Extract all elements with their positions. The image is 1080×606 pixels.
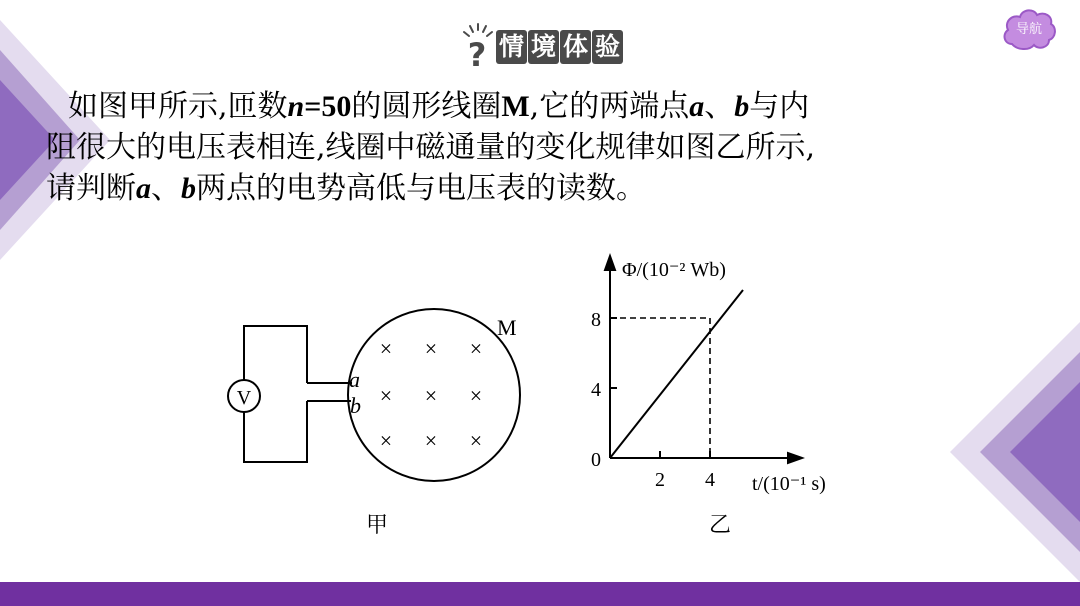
- y-axis-label: Φ/(10⁻² Wb): [622, 259, 726, 281]
- text-run: 、: [704, 89, 735, 124]
- section-title-char: 情: [496, 30, 527, 64]
- coil-label: M: [497, 315, 517, 340]
- section-title-char: 验: [592, 30, 623, 64]
- y-axis-arrow: [605, 256, 615, 270]
- text-run: 的圆形线圈: [351, 89, 502, 124]
- field-cross: ×: [424, 428, 438, 453]
- field-cross: ×: [379, 428, 393, 453]
- field-cross: ×: [469, 383, 483, 408]
- data-line: [610, 290, 743, 458]
- field-cross: ×: [379, 383, 393, 408]
- text-run: 与内: [749, 89, 810, 124]
- var-a: a: [136, 172, 151, 205]
- voltmeter-label: V: [236, 387, 252, 409]
- text-run: ,它的两端点: [529, 89, 690, 124]
- section-title-char: 境: [528, 30, 559, 64]
- field-cross: ×: [424, 336, 438, 361]
- figure-jia-caption: 甲: [365, 513, 389, 538]
- x-tick-label: 4: [705, 469, 715, 491]
- svg-text:?: ?: [467, 36, 487, 72]
- figure-yi: [605, 256, 802, 463]
- text-run: =50: [304, 90, 352, 123]
- x-tick-label: 2: [655, 469, 665, 491]
- field-cross: ×: [469, 336, 483, 361]
- text-run: 请判断: [46, 171, 136, 206]
- wire: [244, 326, 307, 383]
- var-n: n: [287, 90, 305, 123]
- bottom-bar: [0, 582, 1080, 606]
- var-b: b: [181, 172, 196, 205]
- y-tick-label: 4: [591, 379, 601, 401]
- y-tick-label: 0: [591, 449, 601, 471]
- var-a: a: [689, 90, 705, 123]
- y-tick-label: 8: [591, 309, 601, 331]
- field-cross: ×: [469, 428, 483, 453]
- x-axis-label: t/(10⁻¹ s): [752, 473, 826, 495]
- x-axis-arrow: [788, 453, 802, 463]
- terminal-a-label: a: [349, 367, 360, 392]
- figure-yi-caption: 乙: [708, 513, 732, 538]
- wire: [244, 401, 307, 462]
- var-b: b: [734, 90, 750, 123]
- nav-label: 导航: [1015, 22, 1042, 37]
- text-run: 两点的电势高低与电压表的读数。: [196, 171, 646, 206]
- terminal-b-label: b: [350, 393, 361, 418]
- coil-name: M: [501, 90, 530, 123]
- field-cross: ×: [424, 383, 438, 408]
- text-run: 、: [151, 171, 181, 206]
- section-title-char: 体: [560, 30, 591, 64]
- field-cross: ×: [379, 336, 393, 361]
- text-run: 如图甲所示,匝数: [68, 89, 288, 124]
- problem-line-2: 阻很大的电压表相连,线圈中磁通量的变化规律如图乙所示,: [46, 130, 816, 165]
